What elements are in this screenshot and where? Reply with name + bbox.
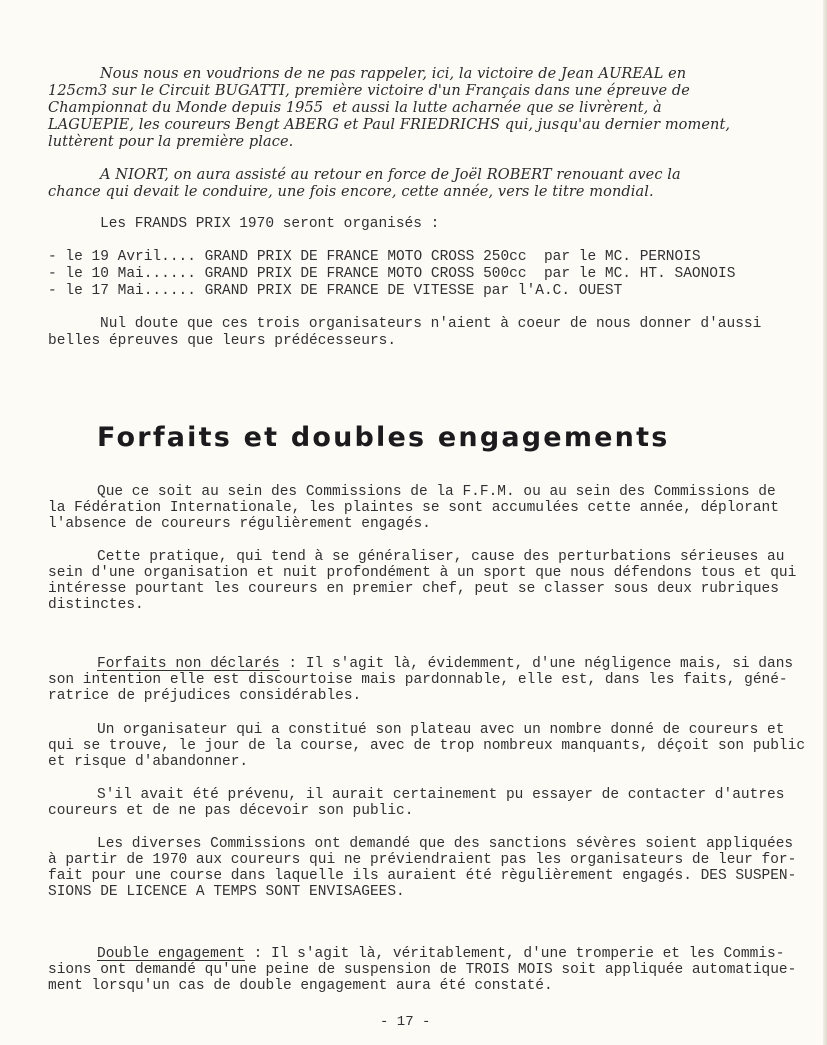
forfaits-first-line: : Il s'agit là, évidemment, d'une négligence mais, si dans — [279, 656, 794, 672]
text-line: S'il avait été prévenu, il aurait certainement pu essayer de contacter d'autres — [97, 787, 785, 803]
double-engagement-first-line: : Il s'agit là, véritablement, d'une tromperie et les Commis- — [244, 946, 785, 962]
text-line: sions ont demandé qu'une peine de suspension de TROIS MOIS soit appliquée automatique- — [48, 962, 797, 978]
text-line: Cette pratique, qui tend à se généraliser, cause des perturbations sérieuses au — [97, 549, 785, 565]
text-line: qui se trouve, le jour de la course, avec de trop nombreux manquants, déçoit son public — [48, 738, 806, 754]
text-line: fait pour une course dans laquelle ils auraient été règulièrement engagés. DES SUSPEN- — [48, 868, 797, 884]
text-line: 125cm3 sur le Circuit BUGATTI, première victoire d'un Français dans une épreuve de — [48, 83, 690, 99]
text-line: Que ce soit au sein des Commissions de la F.F.M. ou au sein des Commissions de — [97, 484, 776, 500]
text-line: Championnat du Monde depuis 1955 et aussi la lutte acharnée que se livrèrent, à — [48, 100, 662, 116]
forfaits-subheading: Forfaits non déclarés — [97, 656, 280, 672]
text-line — [97, 656, 793, 672]
text-line: ratrice de préjudices considérables. — [48, 688, 362, 704]
text-line: et risque d'abandonner. — [48, 754, 249, 770]
section-title: Forfaits et doubles engagements — [97, 422, 670, 453]
text-line: à partir de 1970 aux coureurs qui ne préviendraient pas les organisateurs de leur for- — [48, 852, 797, 868]
double-engagement-subheading: Double engagement — [97, 946, 245, 962]
text-line: Les diverses Commissions ont demandé que des sanctions sévères soient appliquées — [97, 836, 794, 852]
page-edge-shadow — [823, 0, 827, 1045]
list-item: - le 19 Avril.... GRAND PRIX DE FRANCE MOTO CROSS 250cc par le MC. PERNOIS — [48, 249, 701, 265]
text-line: SIONS DE LICENCE A TEMPS SONT ENVISAGEES. — [48, 884, 405, 900]
text-line: coureurs et de ne pas décevoir son public. — [48, 803, 414, 819]
text-line: LAGUEPIE, les coureurs Bengt ABERG et Paul FRIEDRICHS qui, jusqu'au dernier moment, — [48, 117, 731, 133]
text-line: luttèrent pour la première place. — [48, 134, 294, 150]
text-line: chance qui devait le conduire, une fois encore, cette année, vers le titre mondial. — [48, 184, 654, 200]
text-line: la Fédération Internationale, les plaintes se sont accumulées cette année, déplorant — [48, 500, 779, 516]
text-line: ment lorsqu'un cas de double engagement aura été constaté. — [48, 978, 553, 994]
text-line: A NIORT, on aura assisté au retour en force de Joël ROBERT renouant avec la — [100, 167, 681, 183]
list-item: - le 10 Mai...... GRAND PRIX DE FRANCE MOTO CROSS 500cc par le MC. HT. SAONOIS — [48, 266, 736, 282]
text-line: intéresse pourtant les coureurs en premier chef, peut se classer sous deux rubriques — [48, 581, 779, 597]
page-number: - 17 - — [380, 1014, 431, 1030]
text-line — [97, 946, 784, 962]
grand-prix-intro: Les FRANDS PRIX 1970 seront organisés : — [100, 216, 440, 232]
text-line: son intention elle est discourtoise mais pardonnable, elle est, dans les faits, géné- — [48, 672, 788, 688]
text-line: sein d'une organisation et nuit profondément à un sport que nous défendons tous et qui — [48, 565, 797, 581]
text-line: Un organisateur qui a constitué son plateau avec un nombre donné de coureurs et — [97, 722, 785, 738]
text-line: l'absence de coureurs régulièrement engagés. — [48, 516, 431, 532]
text-line: belles épreuves que leurs prédécesseurs. — [48, 333, 397, 349]
list-item: - le 17 Mai...... GRAND PRIX DE FRANCE DE VITESSE par l'A.C. OUEST — [48, 283, 623, 299]
text-line: Nous nous en voudrions de ne pas rappeler, ici, la victoire de Jean AUREAL en — [100, 66, 687, 82]
text-line: distinctes. — [48, 597, 144, 613]
text-line: Nul doute que ces trois organisateurs n'aient à coeur de nous donner d'aussi — [100, 316, 762, 332]
